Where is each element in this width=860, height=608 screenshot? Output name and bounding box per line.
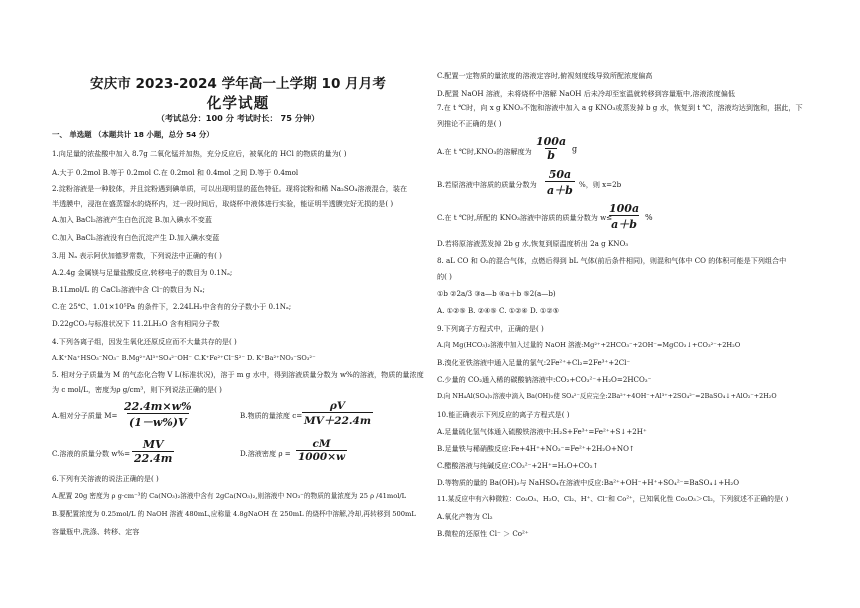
formula-5b — [302, 400, 373, 428]
question-10-option-d: D.等物质的量的 Ba(OH)₂与 NaHSO₄在溶液中反应:Ba²⁺+OH⁻+H⁺+SO₄²⁻=BaSO₄↓+H₂O — [437, 478, 740, 487]
question-11-option-a: A.氧化产物为 Cl₂ — [437, 512, 493, 521]
exam-title: 安庆市 2023-2024 学年高一上学期 10 月月考 — [90, 76, 386, 92]
formula-5c-num: MV — [142, 438, 164, 451]
question-2-cont: 半透膜中，浸泡在盛蒸馏水的烧杯内，过一段时间后，取烧杯中液体进行实验，能证明半透膜完好无损的是( ) — [52, 199, 394, 208]
question-11-option-b: B.微粒的还原性 Cl⁻ ＞ Co²⁺ — [437, 529, 529, 538]
question-7-option-b: B.若原溶液中溶质的质量分数为 — [437, 180, 537, 189]
question-4: 4.下列各离子组，因发生氧化还原反应而不大量共存的是( ) — [52, 337, 237, 346]
exam-subtitle: 化学试题 — [206, 95, 270, 112]
formula-5d-den: 1000×w — [298, 451, 346, 463]
formula-7a — [534, 135, 577, 162]
formula-5d-num: cM — [312, 438, 331, 450]
formula-7c — [607, 202, 653, 232]
question-5-option-b: B.物质的量浓度 c= — [240, 411, 303, 420]
formula-7a-unit: g — [571, 144, 578, 154]
question-10-option-b: B.足量铁与稀硝酸反应:Fe+4H⁺+NO₃⁻=Fe²⁺+2H₂O+NO↑ — [437, 444, 635, 453]
formula-7b — [545, 168, 575, 198]
formula-5a — [122, 400, 194, 430]
formula-7b-tail: %，则 x=2b — [579, 180, 622, 189]
question-5-cont: 为 c mol/L，密度为ρ g/cm³，则下列说法正确的是( ) — [52, 385, 222, 394]
question-3-option-c: C.在 25℃、1.01×10⁵Pa 的条件下，2.24LH₂中含有的分子数小于 0.1Nₐ; — [52, 302, 292, 311]
exam-info: （考试总分：100 分 考试时长： 75 分钟） — [156, 113, 320, 123]
question-6: 6.下列有关溶液的说法正确的是( ) — [52, 474, 159, 483]
question-11: 11.某反应中有六种微粒：Co₂O₃、H₂O、Cl₂、H⁺、Cl⁻和 Co²⁺，已知氧化性 Co₂O₃＞Cl₂，下列叙述不正确的是( ) — [437, 495, 789, 503]
question-9-option-d: D.向 NH₄Al(SO₄)₂溶液中滴入 Ba(OH)₂使 SO₄²⁻反应完全:2Ba²⁺+4OH⁻+Al³⁺+2SO₄²⁻=2BaSO₄↓+AlO₂⁻+2H₂O — [437, 392, 777, 400]
formula-5a-num: 22.4m×w% — [124, 400, 192, 413]
question-7-option-c: C.在 t ℃时,所配的 KNO₃溶液中溶质的质量分数为 w≤ — [437, 213, 613, 222]
question-10-option-a: A.足量硫化氢气体通入硫酸铁溶液中:H₂S+Fe³⁺=Fe²⁺+S↓+2H⁺ — [437, 427, 647, 436]
formula-7c-unit: % — [644, 213, 653, 222]
question-5-option-d: D.溶液密度 ρ = — [240, 449, 291, 458]
question-6-option-c: C.配置一定物质的量浓度的溶液定容时,俯视刻度线导致所配浓度偏高 — [437, 71, 653, 80]
formula-7c-num: 100a — [609, 202, 640, 215]
formula-5d — [296, 438, 347, 463]
formula-7a-num: 100a — [536, 135, 567, 148]
question-1: 1.向足量的浓盐酸中加入 8.7g 二氧化锰并加热，充分反应后，被氧化的 HCl 的物质的量为( ) — [52, 149, 347, 158]
question-6-option-d: D.配置 NaOH 溶液，未将烧杯中溶解 NaOH 后未冷却至室温就转移到容量瓶中,溶液浓度偏低 — [437, 89, 735, 98]
question-6-option-b: B.要配置浓度为 0.25mol/L 的 NaOH 溶液 480mL,应称量 4.8gNaOH 在 250mL 的烧杯中溶解,冷却,再转移到 500mL — [52, 510, 416, 518]
formula-5a-den: (1－w%)V — [127, 413, 189, 430]
question-7-option-a: A.在 t ℃时,KNO₃的溶解度为 — [437, 147, 532, 156]
question-10: 10.能正确表示下列反应的离子方程式是( ) — [437, 410, 570, 419]
question-5-option-c: C.溶液的质量分数 w%= — [52, 449, 131, 458]
formula-5c — [132, 438, 174, 465]
question-2: 2.淀粉溶液是一种胶体，并且淀粉遇到碘单质，可以出现明显的蓝色特征。现将淀粉和稀 Na₂SO₄溶液混合，装在 — [52, 184, 408, 193]
formula-7c-den: a＋b — [609, 215, 639, 232]
question-9: 9.下列离子方程式中，正确的是( ) — [437, 324, 544, 333]
question-8-options: A. ①②⑤ B. ②④⑤ C. ①②④ D. ①②⑤ — [437, 306, 560, 315]
question-7-option-d: D.若将原溶液蒸发掉 2b g 水,恢复到原温度析出 2a g KNO₃ — [437, 239, 629, 248]
question-8-items: ①b ②2a/3 ③a—b ④a＋b ⑤2(a—b) — [437, 289, 556, 298]
question-2-option-ab: A.加入 BaCl₂溶液产生白色沉淀 B.加入碘水不变蓝 — [52, 215, 212, 224]
formula-7b-num: 50a — [548, 168, 572, 181]
question-8: 8. aL CO 和 O₂的混合气体，点燃后得到 bL 气体(前后条件相同)，则混和气体中 CO 的体积可能是下列组合中 — [437, 256, 787, 265]
section-heading: 一、 单选题 （本题共计 18 小题，总分 54 分） — [52, 130, 214, 139]
question-1-options: A.大于 0.2mol B.等于 0.2mol C.在 0.2mol 和 0.4mol 之间 D.等于 0.4mol — [52, 168, 299, 177]
question-5-option-a: A.相对分子质量 M= — [52, 411, 118, 420]
formula-7a-den: b — [547, 149, 555, 162]
question-10-option-c: C.醋酸溶液与纯碱反应:CO₃²⁻+2H⁺=H₂O+CO₂↑ — [437, 461, 599, 470]
question-8-cont: 的( ) — [437, 272, 452, 281]
question-5: 5. 相对分子质量为 M 的气态化合物 V L(标准状况)，溶于 m g 水中，得到溶液质量分数为 w%的溶液，物质的量浓度 — [52, 370, 424, 379]
question-3-option-b: B.1Lmol/L 的 CaCl₂溶液中含 Cl⁻的数目为 Nₐ; — [52, 285, 205, 294]
formula-5b-num: ρV — [329, 400, 346, 412]
formula-5b-den: MV＋22.4m — [302, 412, 373, 428]
question-6-option-a: A.配置 20g 密度为 ρ g·cm⁻³的 Ca(NO₃)₂溶液中含有 2gCa(NO₃)₂,则溶液中 NO₃⁻的物质的量浓度为 25 ρ /41mol/L — [52, 492, 407, 500]
question-9-option-a: A.向 Mg(HCO₃)₂溶液中加入过量的 NaOH 溶液:Mg²⁺+2HCO₃⁻+2OH⁻=MgCO₃↓+CO₃²⁻+2H₂O — [437, 341, 741, 349]
question-2-option-cd: C.加入 BaCl₂溶液没有白色沉淀产生 D.加入碘水变蓝 — [52, 233, 220, 242]
formula-5c-den: 22.4m — [134, 452, 173, 465]
question-7-cont: 列推论不正确的是( ) — [437, 119, 502, 128]
question-7: 7.在 t ℃时，向 x g KNO₃不饱和溶液中加入 a g KNO₃或蒸发掉 b g 水，恢复到 t ℃，溶液均达到饱和，据此，下 — [437, 103, 803, 112]
question-9-option-c: C.少量的 CO₂通入稀的碳酸钠溶液中:CO₂+CO₃²⁻+H₂O=2HCO₃⁻ — [437, 375, 652, 384]
formula-7b-den: a＋b — [545, 181, 575, 198]
question-4-options: A.K⁺Na⁺HSO₃⁻NO₃⁻ B.Mg²⁺Al³⁺SO₄²⁻OH⁻ C.K⁺Fe²⁺Cl⁻S²⁻ D. K⁺Ba²⁺NO₃⁻SO₃²⁻ — [52, 354, 316, 362]
question-3: 3.用 Nₐ 表示阿伏加德罗常数，下列说法中正确的有( ) — [52, 251, 222, 260]
question-3-option-d: D.22gCO₂与标准状况下 11.2LH₂O 含有相同分子数 — [52, 319, 220, 328]
question-6-option-b-cont: 容量瓶中,洗涤、转移、定容 — [52, 527, 140, 536]
question-3-option-a: A.2.4g 金属镁与足量盐酸反应,转移电子的数目为 0.1Nₐ; — [52, 268, 233, 277]
question-9-option-b: B.溴化亚铁溶液中通入足量的氯气:2Fe²⁺+Cl₂=2Fe³⁺+2Cl⁻ — [437, 358, 631, 367]
